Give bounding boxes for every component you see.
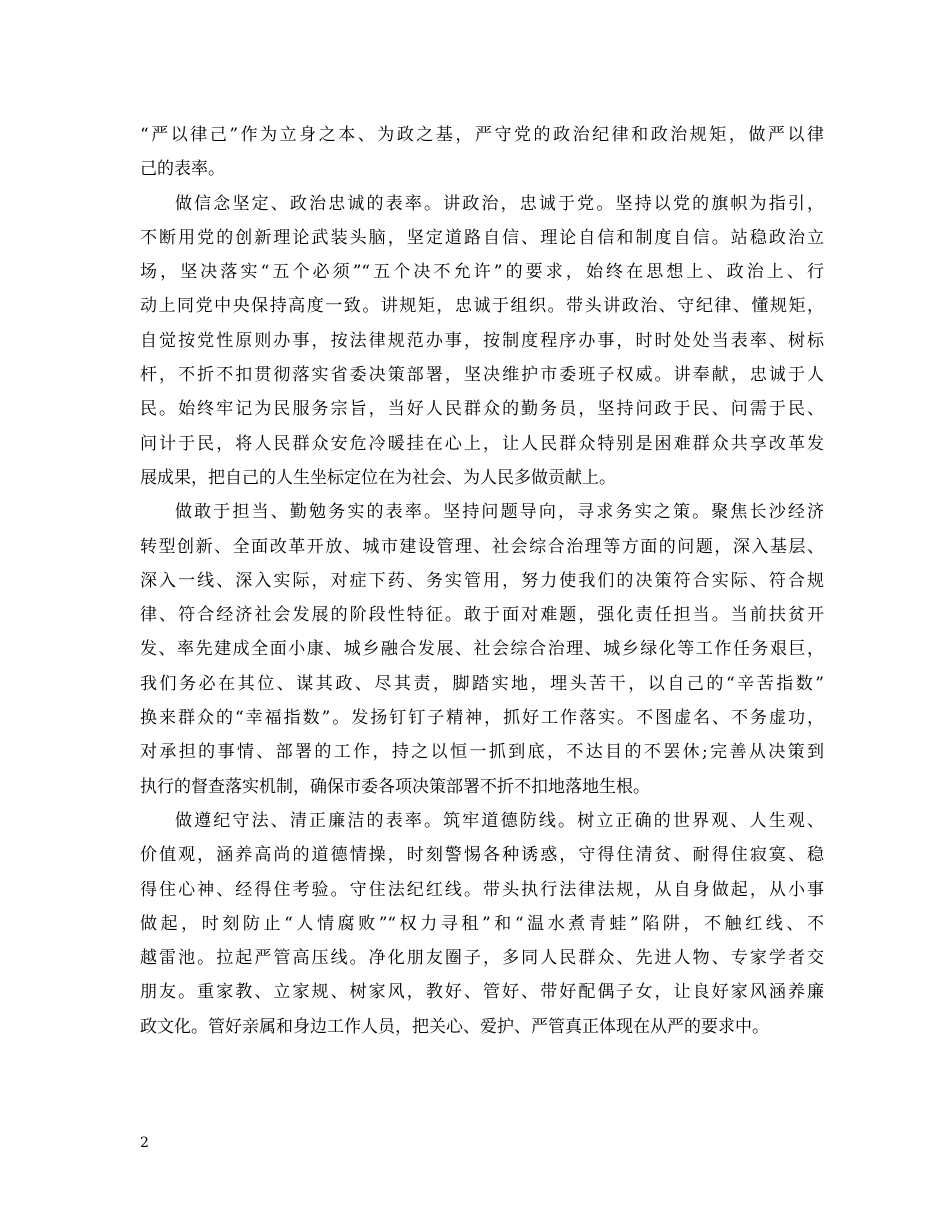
text-line: 价值观，涵养高尚的道德情操，时刻警惕各种诱惑，守得住清贫、耐得住寂寞、稳 [140,845,824,866]
text-line: 做敢于担当、勤勉务实的表率。坚持问题导向，寻求务实之策。聚焦长沙经济 [175,502,824,523]
text-line: 得住心神、经得住考验。守住法纪红线。带头执行法律法规，从自身做起，从小事 [140,879,824,900]
text-line: 杆，不折不扣贯彻落实省委决策部署，坚决维护市委班子权威。讲奉献，忠诚于人 [140,365,824,386]
text-line: 做遵纪守法、清正廉洁的表率。筑牢道德防线。树立正确的世界观、人生观、 [175,810,824,831]
text-line: 做起，时刻防止“人情腐败”“权力寻租”和“温水煮青蛙”陷阱，不触红线、不 [140,913,824,934]
text-line: 己的表率。 [140,159,225,180]
text-line: 民。始终牢记为民服务宗旨，当好人民群众的勤务员，坚持问政于民、问需于民、 [140,399,824,420]
text-line: 执行的督查落实机制，确保市委各项决策部署不折不扣地落地生根。 [140,776,650,797]
text-line: 深入一线、深入实际，对症下药、务实管用，努力使我们的决策符合实际、符合规 [140,570,824,591]
text-line: 律、符合经济社会发展的阶段性特征。敢于面对难题，强化责任担当。当前扶贫开 [140,605,824,626]
text-line: 场，坚决落实“五个必须”“五个决不允许”的要求，始终在思想上、政治上、行 [140,262,824,283]
text-line: 转型创新、全面改革开放、城市建设管理、社会综合治理等方面的问题，深入基层、 [140,536,824,557]
text-line: 自觉按党性原则办事，按法律规范办事，按制度程序办事，时时处处当表率、树标 [140,330,824,351]
text-line: 展成果，把自己的人生坐标定位在为社会、为人民多做贡献上。 [140,467,616,488]
text-line: 动上同党中央保持高度一致。讲规矩，忠诚于组织。带头讲政治、守纪律、懂规矩， [140,296,824,317]
text-line: 越雷池。拉起严管高压线。净化朋友圈子，多同人民群众、先进人物、专家学者交 [140,948,824,969]
text-line: 做信念坚定、政治忠诚的表率。讲政治，忠诚于党。坚持以党的旗帜为指引， [175,193,824,214]
document-body [140,118,824,1044]
text-line: 不断用党的创新理论武装头脑，坚定道路自信、理论自信和制度自信。站稳政治立 [140,227,824,248]
page-number: 2 [140,1135,149,1151]
text-line: 朋友。重家教、立家规、树家风，教好、管好、带好配偶子女，让良好家风涵养廉 [140,982,824,1003]
text-line: 问计于民，将人民群众安危冷暖挂在心上，让人民群众特别是困难群众共享改革发 [140,433,824,454]
text-line: 发、率先建成全面小康、城乡融合发展、社会综合治理、城乡绿化等工作任务艰巨， [140,639,824,660]
text-line: 换来群众的“幸福指数”。发扬钉钉子精神，抓好工作落实。不图虚名、不务虚功， [140,708,824,729]
text-line: 对承担的事情、部署的工作，持之以恒一抓到底，不达目的不罢休;完善从决策到 [140,742,824,763]
text-line: 政文化。管好亲属和身边工作人员，把关心、爱护、严管真正体现在从严的要求中。 [140,1016,769,1037]
text-line: “严以律己”作为立身之本、为政之基，严守党的政治纪律和政治规矩，做严以律 [140,125,824,145]
text-line: 我们务必在其位、谋其政、尽其责，脚踏实地，埋头苦干，以自己的“辛苦指数” [140,673,824,694]
